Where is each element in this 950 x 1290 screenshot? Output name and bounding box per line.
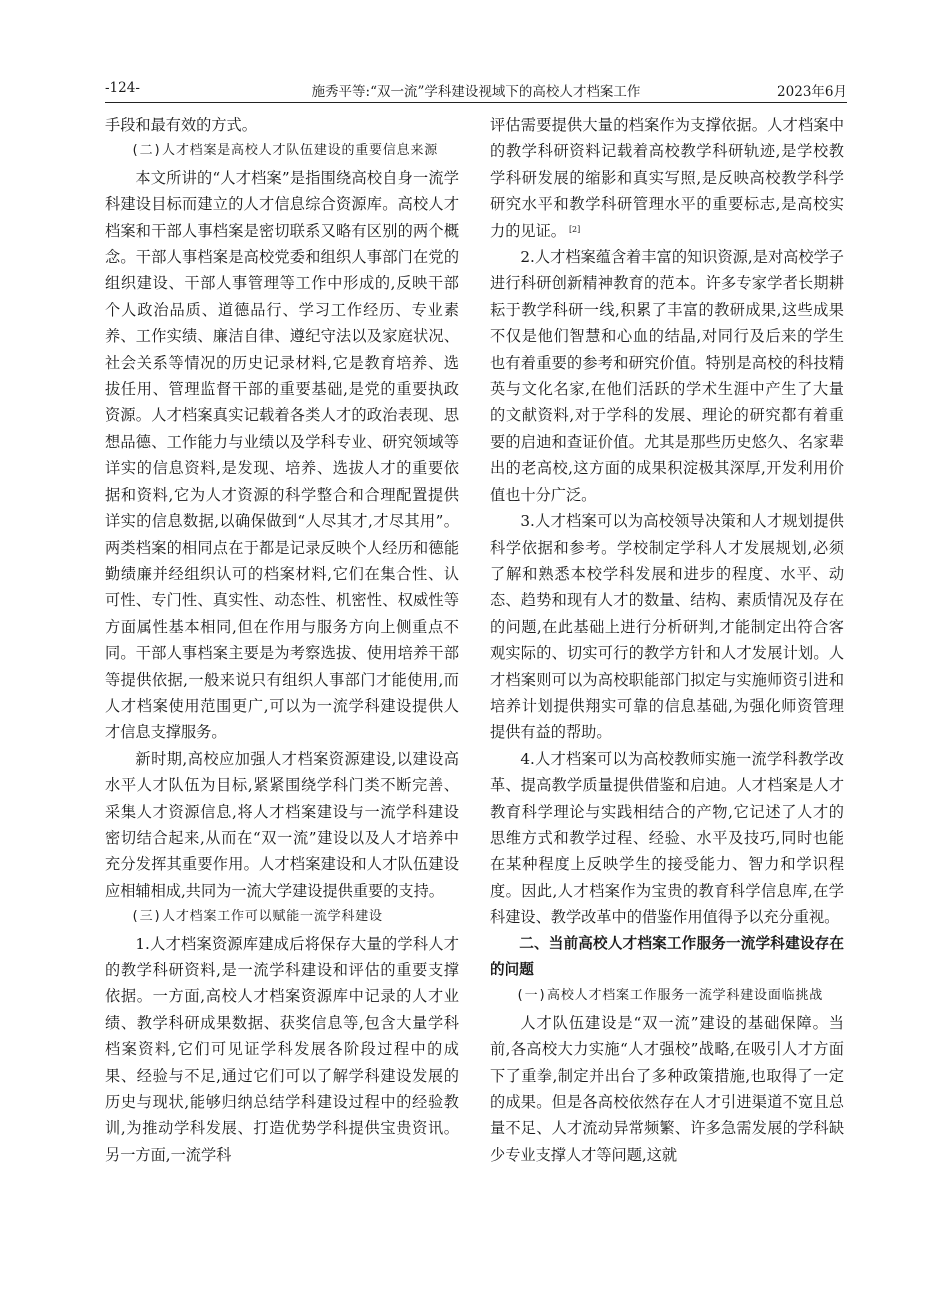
paragraph: 2.人才档案蕴含着丰富的知识资源,是对高校学子进行科研创新精神教育的范本。许多专家学者长期耕耘于教学科研一线,积累了丰富的教研成果,这些成果不仅是他们智慧和心血的结晶,对同行及后来的学生也有着重要的参考和研究价值。特别是高校的科技精英与文化名家,在他们活跃的学术生涯中产生了大量的文献资料,对于学科的发展、理论的研究都有着重要的启迪和查证价值。尤其是那些历史悠久、名家辈出的老高校,这方面的成果积淀极其深厚,开发利用价值也十分广泛。 xyxy=(490,248,844,504)
running-header xyxy=(105,78,847,103)
subsection-heading: (一)高校人才档案工作服务一流学科建设面临挑战 xyxy=(516,988,824,1004)
right-column xyxy=(490,112,844,1168)
running-title: 施秀平等:“双一流”学科建设视域下的高校人才档案工作 xyxy=(311,84,641,100)
page-number: -124- xyxy=(105,80,140,96)
paragraph-text: 评估需要提供大量的档案作为支撑依据。人才档案中的教学科研资料记载着高校教学科研轨迹,是学校教学科研发展的缩影和真实写照,是反映高校教学科学研究水平和教学科研管理水平的重要标志,是高校实力的见证。 xyxy=(490,116,844,240)
left-column xyxy=(105,112,459,1168)
paragraph: 1.人才档案资源库建成后将保存大量的学科人才的教学科研资料,是一流学科建设和评估的重要支撑依据。一方面,高校人才档案资源库中记录的人才业绩、教学科研成果数据、获奖信息等,包含大量学科档案资料,它们可见证学科发展各阶段过程中的成果、经验与不足,通过它们可以了解学科建设发展的历史与现状,能够归纳总结学科建设过程中的经验教训,为推动学科发展、打造优势学科提供宝贵资讯。另一方面,一流学科 xyxy=(105,934,459,1164)
paragraph: 本文所讲的“人才档案”是指围绕高校自身一流学科建设目标而建立的人才信息综合资源库。高校人才档案和干部人事档案是密切联系又略有区别的两个概念。干部人事档案是高校党委和组织人事部门在党的组织建设、干部人事管理等工作中形成的,反映干部个人政治品质、道德品行、学习工作经历、专业素养、工作实绩、廉洁自律、遵纪守法以及家庭状况、社会关系等情况的历史记录材料,它是教育培养、选拔任用、管理监督干部的重要基础,是党的重要执政资源。人才档案真实记载着各类人才的政治表现、思想品德、工作能力与业绩以及学科专业、研究领域等详实的信息资料,是发现、培养、选拔人才的重要依据和资料,它为人才资源的科学整合和合理配置提供详实的信息数据,以确保做到“人尽其才,才尽其用”。两类档案的相同点在于都是记录反映个人经历和德能勤绩廉并经组织认可的档案材料,它们在集合性、认可性、专门性、真实性、动态性、机密性、权威性等方面属性基本相同,但在作用与服务方向上侧重点不同。干部人事档案主要是为考察选拔、使用培养干部等提供依据,一般来说只有组织人事部门才能使用,而人才档案使用范围更广,可以为一流学科建设提供人才信息支撑服务。 xyxy=(105,168,459,742)
paragraph: 人才队伍建设是“双一流”建设的基础保障。当前,各高校大力实施“人才强校”战略,在吸引人才方面下了重拳,制定并出台了多种政策措施,也取得了一定的成果。但是各高校依然存在人才引进渠道不宽且总量不足、人才流动异常频繁、许多急需发展的学科缺少专业支撑人才等问题,这就 xyxy=(490,1013,844,1164)
subsection-heading: (二)人才档案是高校人才队伍建设的重要信息来源 xyxy=(131,143,439,159)
issue-date: 2023年6月 xyxy=(777,84,847,100)
paragraph: 3.人才档案可以为高校领导决策和人才规划提供科学依据和参考。学校制定学科人才发展规划,必须了解和熟悉本校学科发展和进步的程度、水平、动态、趋势和现有人才的数量、结构、素质情况及存在的问题,在此基础上进行分析研判,才能制定出符合客观实际的、切实可行的教学方针和人才发展计划。人才档案则可以为高校职能部门拟定与实施师资引进和培养计划提供翔实可靠的信息基础,为强化师资管理提供有益的帮助。 xyxy=(490,512,844,742)
paragraph xyxy=(490,112,844,244)
paragraph: 手段和最有效的方式。 xyxy=(105,116,257,134)
section-heading: 二、当前高校人才档案工作服务一流学科建设存在的问题 xyxy=(490,934,844,978)
paragraph: 新时期,高校应加强人才档案资源建设,以建设高水平人才队伍为目标,紧紧围绕学科门类不断完善、采集人才资源信息,将人才档案建设与一流学科建设密切结合起来,从而在“双一流”建设以及人才培养中充分发挥其重要作用。人才档案建设和人才队伍建设应相辅相成,共同为一流大学建设提供重要的支持。 xyxy=(105,749,459,900)
paragraph: 4.人才档案可以为高校教师实施一流学科教学改革、提高教学质量提供借鉴和启迪。人才档案是人才教育科学理论与实践相结合的产物,它记述了人才的思维方式和教学过程、经验、水平及技巧,同时也能在某种程度上反映学生的接受能力、智力和学识程度。因此,人才档案作为宝贵的教育科学信息库,在学科建设、教学改革中的借鉴作用值得予以充分重视。 xyxy=(490,749,844,927)
citation-ref: [2] xyxy=(568,224,581,234)
subsection-heading: (三)人才档案工作可以赋能一流学科建设 xyxy=(131,909,383,925)
